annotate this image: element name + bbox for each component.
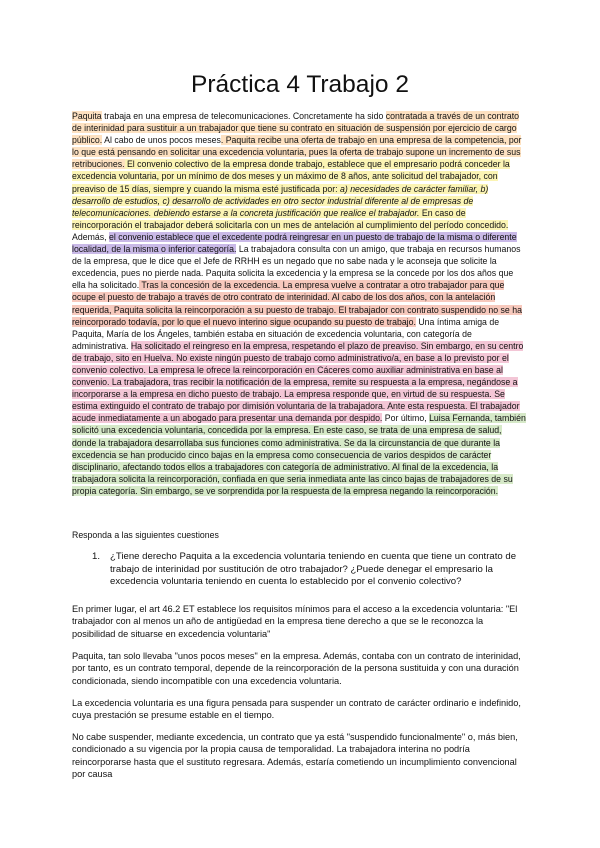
case-statement [72,110,528,497]
case-text-segment: trabaja en una empresa de telecomunicaciones. Concretamente ha sido [101,111,386,121]
case-text-segment: a) necesidades de carácter familiar, b) desarrollo de estudios, c) desarrollo de actividades en otro sector industrial diferente al de empresas de telecomunicaciones. debiendo estarse a la concreta justificación que realice el trabajador. [72,183,489,218]
case-text-segment: Paquita [72,111,102,121]
case-text-segment: Ha solicitado el reingreso en la empresa, respetando el plazo de preaviso. Sin embargo, en su centro de trabajo, sito en Huelva. No existe ningún puesto de trabajo como administrativo/a, en base a lo previsto por el convenio colectivo. La empresa le ofrece la reincorporación en Cáceres como auxiliar administrativa en base al convenio. La trabajadora, tras recibir la notificación de la empresa, remite su respuesta a la empresa, negándose a incorporarse a la empresa en dicho puesto de trabajo. La empresa responde que, en virtud de su respuesta. Se estima extinguido el contrato de trabajo por dimisión voluntaria de la trabajadora. Ante esta respuesta. El trabajador acude inmediatamente a un abogado para presentar una demanda por despido. [72,340,524,424]
question-text: ¿Tiene derecho Paquita a la excedencia voluntaria teniendo en cuenta que tiene un contrato de trabajo de interinidad por sustitución de otro trabajador? ¿Puede denegar el empresario la excedencia voluntaria teniendo en cuenta lo establecido por el convenio colectivo? [110,551,517,587]
case-text-segment: contratada a través de un contrato de interinidad para sustituir a un trabajador que tiene su contrato en situación de suspensión por ejercicio de cargo público. [72,111,520,146]
question-number: 1. [92,551,101,562]
answer-paragraph: Paquita, tan solo llevaba "unos pocos meses" en la empresa. Además, contaba con un contrato de interinidad, por tanto, es un contrato temporal, depende de la reincorporación de la persona sustituida y con una duración condicionada, siendo incompatible con una excedencia voluntaria. [72,651,521,686]
case-text-segment: La trabajadora consulta con un amigo, que trabaja en recursos humanos de la empresa, que le dice que el Jefe de RRHH es un negado que no sabe nada y le aconseja que solicite la excedencia, pues no pierde nada. Paquita solicita la excedencia y la empresa se la concede por los dos años que ella ha solicitado. [72,244,521,291]
answer-paragraph: En primer lugar, el art 46.2 ET establece los requisitos mínimos para el acceso a la excedencia voluntaria: "El trabajador con al menos un año de antigüedad en la empresa tiene derecho a que se le reconozca la posibilidad de situarse en excedencia voluntaria" [72,604,518,639]
case-text-segment: el convenio establece que el excedente podrá reingresar en un puesto de trabajo de la misma o diferente localidad, de la misma o inferior categoría. [72,231,517,255]
case-text-segment: Una íntima amiga de Paquita, María de los Ángeles, también estaba en situación de excedencia voluntaria, con categoría de administrativa. [72,316,500,351]
case-text-segment: Tras la concesión de la excedencia. La empresa vuelve a contratar a otro trabajador para que ocupe el puesto de trabajo a través de otro contrato de interinidad. Al cabo de los dos años, con la antelación requerida, Paquita solicita la reincorporación a su puesto de trabajo. El trabajador con contrato suspendido no se ha reincorporado todavía, por lo que el nuevo interino sigue ocupando su puesto de trabajo. [72,280,522,327]
case-text-segment: Luisa Fernanda, también solicitó una excedencia voluntaria, concedida por la empresa. En este caso, se trata de una empresa de salud, donde la trabajadora desarrollaba sus funciones como administrativa. Se da la circunstancia de que durante la excedencia se han producido cinco bajas en la empresa como consecuencia de varios despidos de carácter disciplinario, afectando todos ellos a trabajadores con categoría de administrativo. Al final de la excedencia, la trabajadora solicita la reincorporación, confiada en que seria inmediata ante las cinco bajas de trabajadores de su propia categoría. Sin embargo, se ve sorprendida por la respuesta de la empresa negando la reincorporación. [72,413,526,496]
instructions-line: Responda a las siguientes cuestiones [72,530,219,540]
case-text-segment: Por último, [382,413,430,424]
case-text-segment: El convenio colectivo de la empresa donde trabajo, establece que el empresario podrá conceder la excedencia voluntaria, por un mínimo de dos meses y un máximo de 8 años, ante solicitud del trabajador, con preaviso de 15 días, siempre y cuando la misma esté justificada por: [72,159,510,194]
case-text-segment: Al cabo de unos pocos meses [102,135,221,146]
case-text-segment: Además, [72,231,109,242]
page-title: Práctica 4 Trabajo 2 [191,71,409,98]
answer-paragraph: La excedencia voluntaria es una figura pensada para suspender un contrato de carácter ordinario e indefinido, cuya prestación se presume estable en el tiempo. [72,698,521,721]
answer-paragraph: No cabe suspender, mediante excedencia, un contrato que ya está "suspendido funcionalmente" o, más bien, condicionado a su vigencia por la propia causa de temporalidad. La trabajadora interina no podría reincorporarse hasta que el sustituto regresara. Además, estaría cometiendo un incumplimiento convencional por causa [72,732,518,780]
case-text-segment: . Paquita recibe una oferta de trabajo en una empresa de la competencia, por lo que está pensando en solicitar una excedencia voluntaria, pues la oferta de trabajo supone un incremento de sus retribuciones. [72,135,522,170]
case-text-segment: En caso de reincorporación el trabajador deberá solicitarla con un mes de antelación al cumplimiento del período concedido. [72,207,509,230]
